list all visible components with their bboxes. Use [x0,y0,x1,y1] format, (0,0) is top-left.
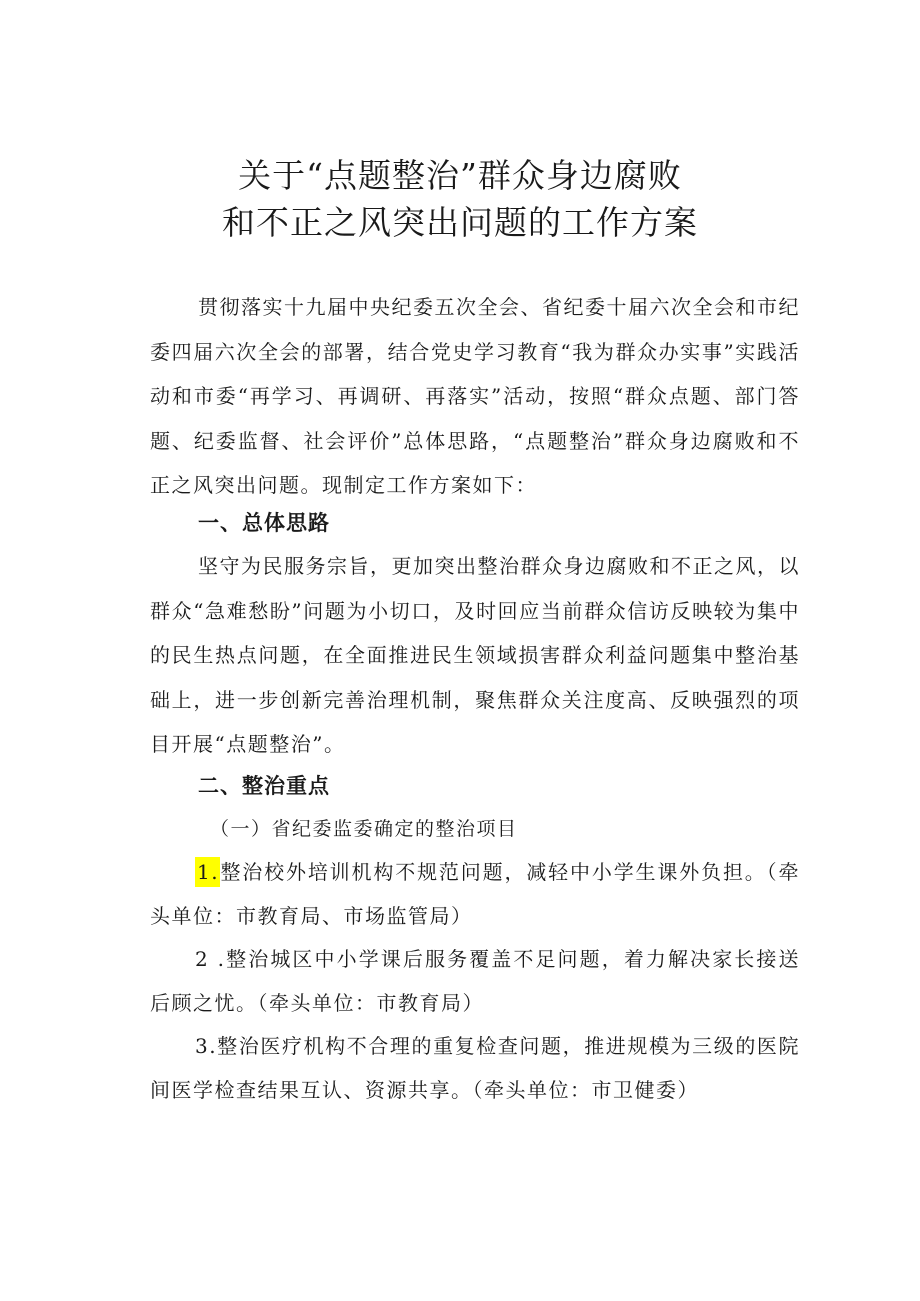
list-item-3-text: 整治医疗机构不合理的重复检查问题，推进规模为三级的医院间医学检查结果互认、资源共享。（牵头单位：市卫健委） [150,1034,800,1102]
list-item-3 [150,1024,800,1112]
list-item-1-text: 整治校外培训机构不规范问题，减轻中小学生课外负担。（牵头单位：市教育局、市场监管局） [150,860,800,928]
list-item-2-number: 2 . [195,947,226,971]
title-line-2: 和不正之风突出问题的工作方案 [222,203,698,242]
list-item-1-number: 1. [195,857,220,887]
list-item-1 [150,850,800,938]
list-item-3-number: 3. [195,1034,218,1058]
intro-paragraph: 贯彻落实十九届中央纪委五次全会、省纪委十届六次全会和市纪委四届六次全会的部署，结合党史学习教育“我为群众办实事”实践活动和市委“再学习、再调研、再落实”活动，按照“群众点题、部门答题、纪委监督、社会评价”总体思路，“点题整治”群众身边腐败和不正之风突出问题。现制定工作方案如下： [150,295,800,498]
section-1-body: 坚守为民服务宗旨，更加突出整治群众身边腐败和不正之风，以群众“急难愁盼”问题为小切口，及时回应当前群众信访反映较为集中的民生热点问题，在全面推进民生领域损害群众利益问题集中整治基础上，进一步创新完善治理机制，聚焦群众关注度高、反映强烈的项目开展“点题整治”。 [150,554,800,757]
section-2-subheading: （一）省纪委监委确定的整治项目 [210,818,518,840]
document-title [150,152,770,246]
list-item-2 [150,937,800,1025]
section-1-heading: 一、总体思路 [198,511,330,535]
list-item-2-text: 整治城区中小学课后服务覆盖不足问题，着力解决家长接送后顾之忧。（牵头单位：市教育局） [150,947,800,1015]
section-2-heading: 二、整治重点 [198,774,330,798]
title-line-1: 关于“点题整治”群众身边腐败 [238,156,682,195]
